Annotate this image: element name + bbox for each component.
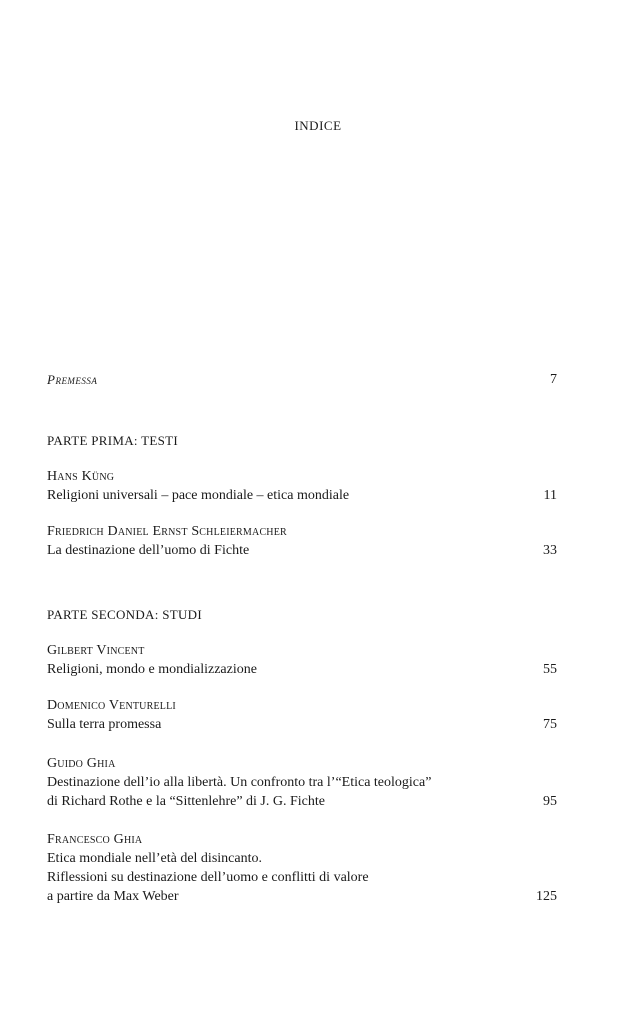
toc-entry <box>47 830 557 906</box>
toc-author: Guido Ghia <box>47 756 116 771</box>
toc-page-number: 95 <box>543 794 557 809</box>
part-heading: PARTE PRIMA: TESTI <box>47 433 179 448</box>
toc-page-number: 7 <box>550 372 557 387</box>
toc-page-number: 75 <box>543 717 557 732</box>
toc-author: Francesco Ghia <box>47 832 143 847</box>
part-heading: PARTE SECONDA: STUDI <box>47 607 202 622</box>
toc-title-line: Sulla terra promessa <box>47 717 162 732</box>
toc-page-number: 125 <box>536 889 557 904</box>
toc-title-line: Riflessioni su destinazione dell’uomo e conflitti di valore <box>47 870 369 885</box>
toc-entry-premessa <box>47 370 557 389</box>
toc-author: Friedrich Daniel Ernst Schleiermacher <box>47 524 287 539</box>
toc-entry <box>47 754 557 811</box>
toc-title-line: Destinazione dell’io alla libertà. Un confronto tra l’“Etica teologica” <box>47 775 432 790</box>
toc-page-number: 33 <box>543 543 557 558</box>
toc-page-number: 55 <box>543 662 557 677</box>
toc-page-number: 11 <box>543 488 557 503</box>
toc-entry <box>47 522 557 560</box>
toc-author: Gilbert Vincent <box>47 643 145 658</box>
toc-entry <box>47 696 557 734</box>
toc-title-line: di Richard Rothe e la “Sittenlehre” di J. G. Fichte <box>47 794 325 809</box>
toc-title-line: Religioni, mondo e mondializzazione <box>47 662 257 677</box>
toc-title-line: Etica mondiale nell’età del disincanto. <box>47 851 262 866</box>
toc-entry <box>47 641 557 679</box>
toc-entry <box>47 467 557 505</box>
page-title: INDICE <box>294 118 342 133</box>
toc-title-line: a partire da Max Weber <box>47 889 179 904</box>
toc-author: Hans Küng <box>47 469 115 484</box>
toc-entry-title: Premessa <box>47 372 98 387</box>
toc-author: Domenico Venturelli <box>47 698 176 713</box>
toc-title-line: La destinazione dell’uomo di Fichte <box>47 543 250 558</box>
toc-title-line: Religioni universali – pace mondiale – etica mondiale <box>47 488 350 503</box>
